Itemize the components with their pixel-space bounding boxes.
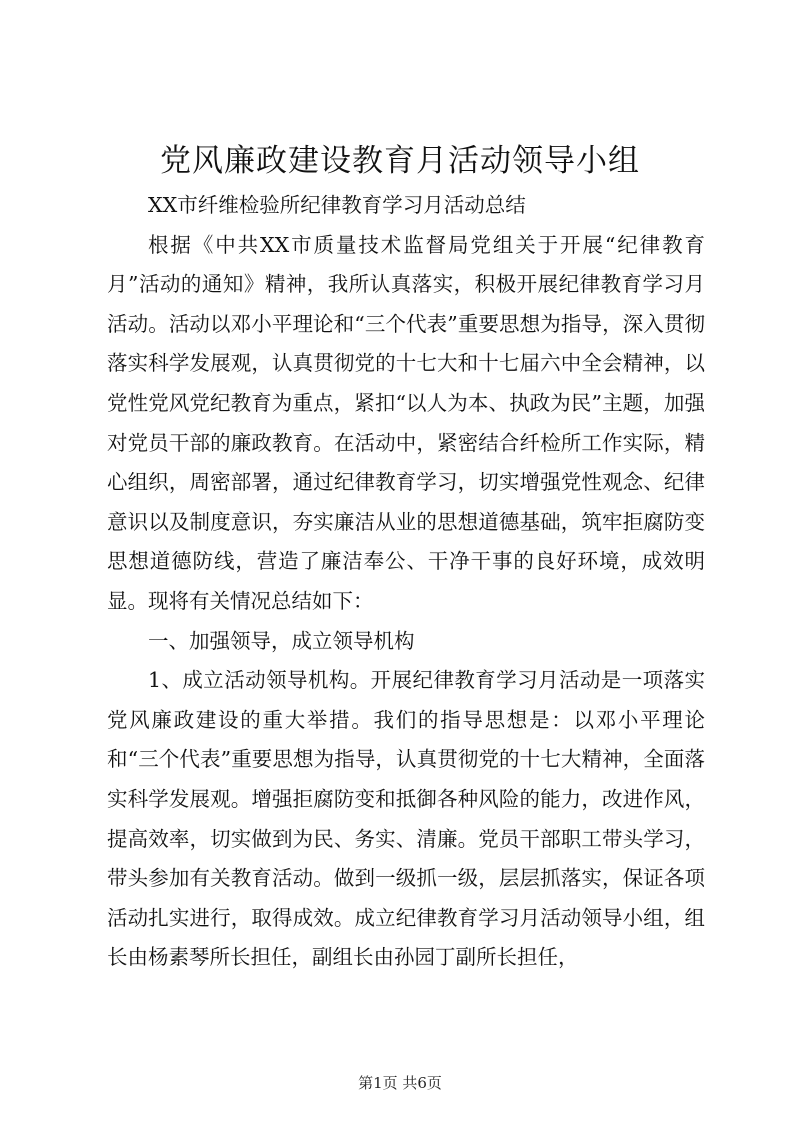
subtitle-paragraph: XX市纤维检验所纪律教育学习月活动总结: [148, 193, 526, 217]
section-paragraph: 1、成立活动领导机构。开展纪律教育学习月活动是一项落实党风廉政建设的重大举措。我们的指导思想是：以邓小平理论和“三个代表”重要思想为指导，认真贯彻党的十七大精神，全面落实科学发展观。增强拒腐防变和抵御各种风险的能力，改进作风，提高效率，切实做到为民、务实、清廉。党员干部职工带头学习，带头参加有关教育活动。做到一级抓一级，层层抓落实，保证各项活动扎实进行，取得成效。成立纪律教育学习月活动领导小组，组长由杨素琴所长担任，副组长由孙园丁副所长担任，: [107, 668, 705, 970]
document-title: 党风廉政建设教育月活动领导小组: [160, 143, 640, 179]
document-body: [107, 186, 705, 978]
intro-paragraph: 根据《中共XX市质量技术监督局党组关于开展“纪律教育月”活动的通知》精神，我所认真落实，积极开展纪律教育学习月活动。活动以邓小平理论和“三个代表”重要思想为指导，深入贯彻落实科学发展观，认真贯彻党的十七大和十七届六中全会精神，以党性党风党纪教育为重点，紧扣“以人为本、执政为民”主题，加强对党员干部的廉政教育。在活动中，紧密结合纤检所工作实际，精心组织，周密部署，通过纪律教育学习，切实增强党性观念、纪律意识以及制度意识，夯实廉洁从业的思想道德基础，筑牢拒腐防变思想道德防线，营造了廉洁奉公、干净干事的良好环境，成效明显。现将有关情况总结如下：: [107, 232, 705, 613]
page-footer: 第1页 共6页: [358, 1074, 442, 1092]
section-heading: 一、加强领导，成立领导机构: [148, 628, 415, 653]
